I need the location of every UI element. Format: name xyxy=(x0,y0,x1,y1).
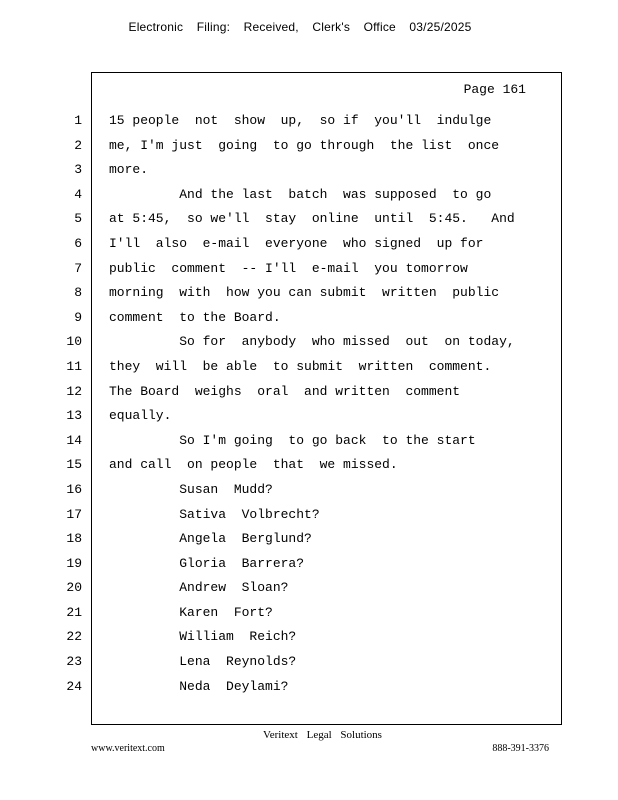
transcript-line: comment to the Board. xyxy=(109,309,281,325)
line-number: 1 xyxy=(74,113,82,128)
line-number: 23 xyxy=(66,654,82,670)
line-number: 7 xyxy=(74,260,82,276)
footer-website: www.veritext.com xyxy=(91,743,165,754)
line-number: 5 xyxy=(74,211,82,227)
line-number: 8 xyxy=(74,285,82,301)
line-number: 3 xyxy=(74,162,82,178)
line-number: 18 xyxy=(66,531,82,547)
transcript-line: Lena Reynolds? xyxy=(109,654,297,670)
transcript-line: The Board weighs oral and written comment xyxy=(109,383,461,399)
line-number: 15 xyxy=(66,457,82,473)
line-number: 13 xyxy=(66,408,82,424)
filing-stamp: Electronic Filing: Received, Clerk's Office 03/25/2025 xyxy=(128,20,472,34)
line-number: 6 xyxy=(74,235,82,251)
transcript-text xyxy=(109,112,549,702)
transcript-line: at 5:45, so we'll stay online until 5:45. And xyxy=(109,211,515,227)
transcript-line: Angela Berglund? xyxy=(109,531,312,547)
line-number: 19 xyxy=(66,555,82,571)
transcript-line: Gloria Barrera? xyxy=(109,555,305,571)
line-number: 22 xyxy=(66,629,82,645)
line-number: 20 xyxy=(66,580,82,596)
page-number: Page 161 xyxy=(463,82,526,97)
line-number: 4 xyxy=(74,186,82,202)
transcript-line: and call on people that we missed. xyxy=(109,457,398,473)
transcript-line: Susan Mudd? xyxy=(109,481,273,497)
line-number: 10 xyxy=(66,334,82,350)
transcript-line: me, I'm just going to go through the list once xyxy=(109,137,500,153)
transcript-line: So for anybody who missed out on today, xyxy=(109,334,515,350)
line-number: 17 xyxy=(66,506,82,522)
line-number: 14 xyxy=(66,432,82,448)
transcript-line: I'll also e-mail everyone who signed up for xyxy=(109,235,484,251)
footer-phone: 888-391-3376 xyxy=(492,743,549,754)
line-number: 11 xyxy=(66,358,82,374)
transcript-line: So I'm going to go back to the start xyxy=(109,432,476,448)
transcript-line: William Reich? xyxy=(109,629,297,645)
line-number-column xyxy=(40,112,82,702)
transcript-line: public comment -- I'll e-mail you tomorrow xyxy=(109,260,468,276)
line-number: 12 xyxy=(66,383,82,399)
line-number: 24 xyxy=(66,678,82,694)
transcript-line: Neda Deylami? xyxy=(109,678,289,694)
footer-company: Veritext Legal Solutions xyxy=(263,729,382,741)
transcript-line: 15 people not show up, so if you'll indulge xyxy=(109,113,492,128)
line-number: 9 xyxy=(74,309,82,325)
line-number: 16 xyxy=(66,481,82,497)
transcript-line: they will be able to submit written comment. xyxy=(109,358,492,374)
line-number: 2 xyxy=(74,137,82,153)
transcript-line: And the last batch was supposed to go xyxy=(109,186,492,202)
transcript-line: Andrew Sloan? xyxy=(109,580,289,596)
transcript-line: Sativa Volbrecht? xyxy=(109,506,320,522)
transcript-line: morning with how you can submit written public xyxy=(109,285,500,301)
transcript-line: equally. xyxy=(109,408,172,424)
transcript-line: more. xyxy=(109,162,149,178)
transcript-line: Karen Fort? xyxy=(109,604,273,620)
line-number: 21 xyxy=(66,604,82,620)
